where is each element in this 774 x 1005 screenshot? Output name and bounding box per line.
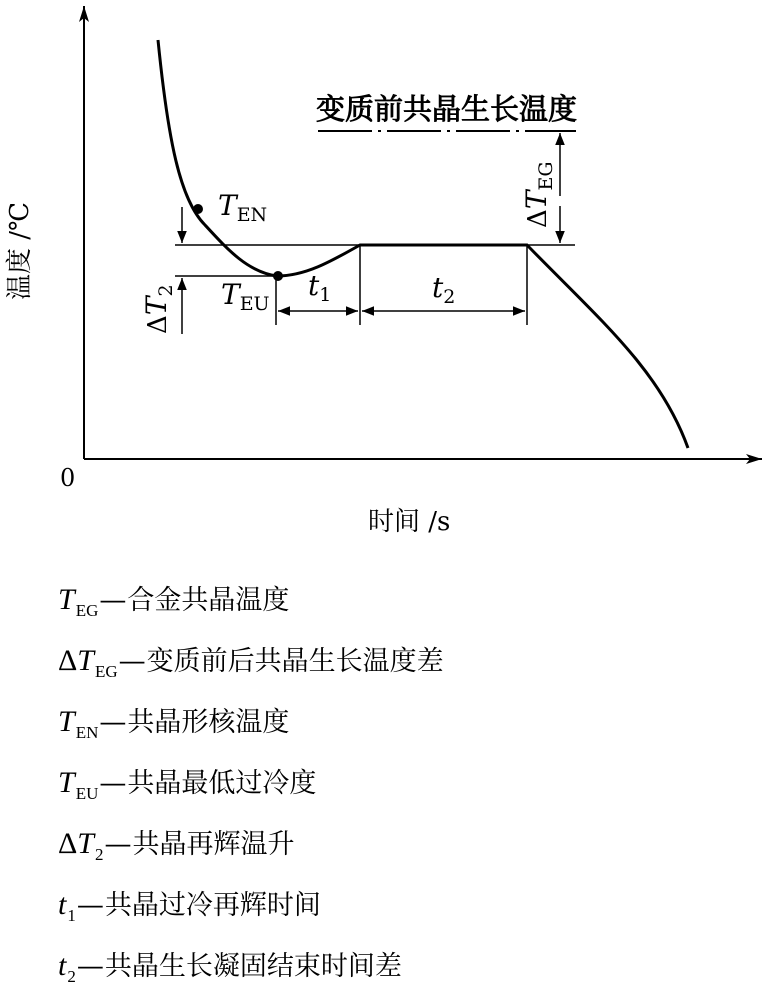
legend-subscript: EU — [75, 784, 99, 803]
legend-symbol: t — [58, 949, 67, 982]
legend — [58, 578, 758, 1005]
legend-dash: — — [76, 890, 104, 921]
legend-dash: — — [104, 829, 132, 860]
legend-symbol: T — [58, 766, 75, 799]
legend-symbol: T — [77, 827, 94, 860]
legend-subscript: EG — [94, 662, 118, 681]
legend-dash: — — [76, 951, 104, 982]
origin-label: 0 — [60, 464, 76, 492]
legend-subscript: 2 — [67, 967, 76, 986]
legend-item-delta-t2 — [58, 822, 758, 883]
x-axis-label: 时间 /s — [368, 507, 451, 537]
legend-symbol: T — [58, 705, 75, 738]
legend-desc: 共晶形核温度 — [127, 707, 290, 738]
legend-item-t-en — [58, 700, 758, 761]
growth-temp-label: 变质前共晶生长温度 — [316, 92, 578, 126]
t1-label: t1 — [308, 269, 332, 306]
legend-item-t-eg — [58, 578, 758, 639]
legend-subscript: EG — [75, 601, 99, 620]
legend-desc: 共晶生长凝固结束时间差 — [104, 951, 402, 982]
legend-desc: 共晶过冷再辉时间 — [104, 890, 321, 921]
legend-desc: 合金共晶温度 — [127, 585, 290, 616]
y-axis-label: 温度 /℃ — [5, 201, 35, 300]
delta-teg-label: ΔTEG — [520, 161, 557, 228]
legend-dash: — — [99, 768, 127, 799]
legend-item-t2 — [58, 944, 758, 1005]
legend-item-delta-t-eg — [58, 639, 758, 700]
legend-dash: — — [99, 707, 127, 738]
legend-delta: Δ — [58, 827, 78, 860]
legend-desc: 共晶再辉温升 — [132, 829, 295, 860]
legend-dash: — — [118, 646, 146, 677]
legend-subscript: 2 — [94, 845, 104, 864]
t2-label: t2 — [432, 271, 456, 308]
t-eu-label: TEU — [221, 278, 270, 315]
legend-desc: 共晶最低过冷度 — [127, 768, 317, 799]
legend-item-t-eu — [58, 761, 758, 822]
nucleation-point — [193, 204, 203, 214]
legend-symbol: T — [58, 583, 75, 616]
legend-subscript: 1 — [67, 906, 76, 925]
legend-desc: 变质前后共晶生长温度差 — [146, 646, 444, 677]
delta-t2-label: ΔT2 — [140, 284, 177, 334]
legend-subscript: EN — [75, 723, 99, 742]
legend-symbol: t — [58, 888, 67, 921]
t-en-label: TEN — [218, 189, 268, 226]
legend-delta: Δ — [58, 644, 78, 677]
legend-symbol: T — [77, 644, 94, 677]
legend-item-t1 — [58, 883, 758, 944]
legend-dash: — — [99, 585, 127, 616]
